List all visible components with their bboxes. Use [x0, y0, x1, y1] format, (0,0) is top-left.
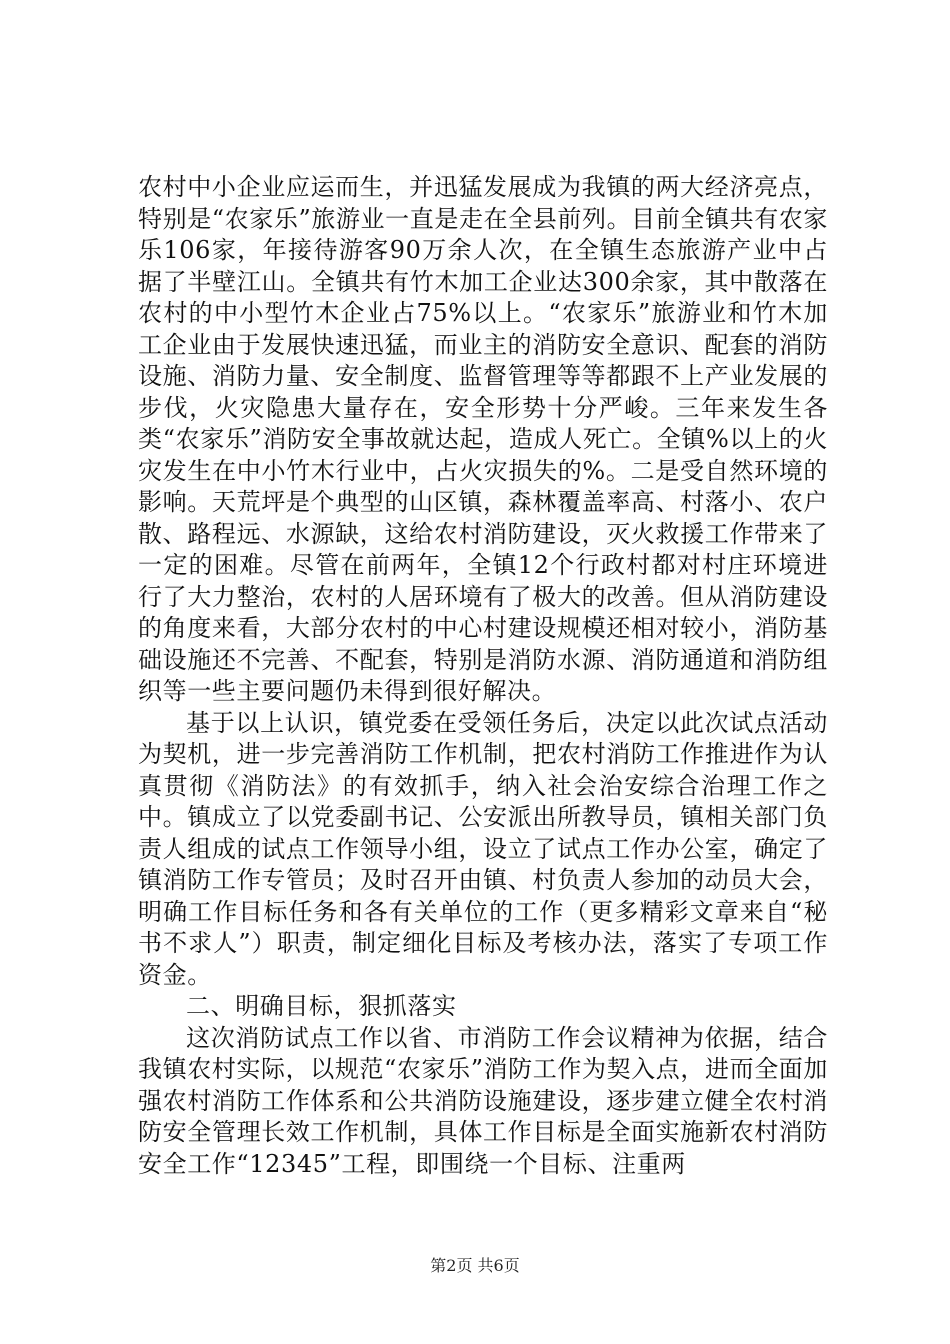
section-heading: 二、明确目标，狠抓落实 — [186, 992, 457, 1020]
page-number-footer: 第2页 共6页 — [430, 1256, 520, 1275]
paragraph-1: 农村中小企业应运而生，并迅猛发展成为我镇的两大经济亮点，特别是“农家乐”旅游业一直是走在全县前列。目前全镇共有农家乐106家，年接待游客90万余人次，在全镇生态旅游产业中占据了半壁江山。全镇共有竹木加工企业达300余家，其中散落在农村的中小型竹木企业占75%以上。“农家乐”旅游业和竹木加工企业由于发展快速迅猛，而业主的消防安全意识、配套的消防设施、消防力量、安全制度、监督管理等等都跟不上产业发展的步伐，火灾隐患大量存在，安全形势十分严峻。三年来发生各类“农家乐”消防安全事故就达起，造成人死亡。全镇%以上的火灾发生在中小竹木行业中，占火灾损失的%。二是受自然环境的影响。天荒坪是个典型的山区镇，森林覆盖率高、村落小、农户散、路程远、水源缺，这给农村消防建设，灭火救援工作带来了一定的困难。尽管在前两年，全镇12个行政村都对村庄环境进行了大力整治，农村的人居环境有了极大的改善。但从消防建设的角度来看，大部分农村的中心村建设规模还相对较小，消防基础设施还不完善、不配套，特别是消防水源、消防通道和消防组织等一些主要问题仍未得到很好解决。 — [138, 173, 828, 705]
paragraph-2: 基于以上认识，镇党委在受领任务后，决定以此次试点活动为契机，进一步完善消防工作机制，把农村消防工作推进作为认真贯彻《消防法》的有效抓手，纳入社会治安综合治理工作之中。镇成立了以党委副书记、公安派出所教导员，镇相关部门负责人组成的试点工作领导小组，设立了试点工作办公室，确定了镇消防工作专管员；及时召开由镇、村负责人参加的动员大会，明确工作目标任务和各有关单位的工作（更多精彩文章来自“秘书不求人”）职责，制定细化目标及考核办法，落实了专项工作资金。 — [138, 708, 828, 989]
document-body — [138, 172, 828, 1180]
paragraph-3: 这次消防试点工作以省、市消防工作会议精神为依据，结合我镇农村实际，以规范“农家乐”消防工作为契入点，进而全面加强农村消防工作体系和公共消防设施建设，逐步建立健全农村消防安全管理长效工作机制，具体工作目标是全面实施新农村消防安全工作“12345”工程，即围绕一个目标、注重两 — [138, 1023, 828, 1178]
